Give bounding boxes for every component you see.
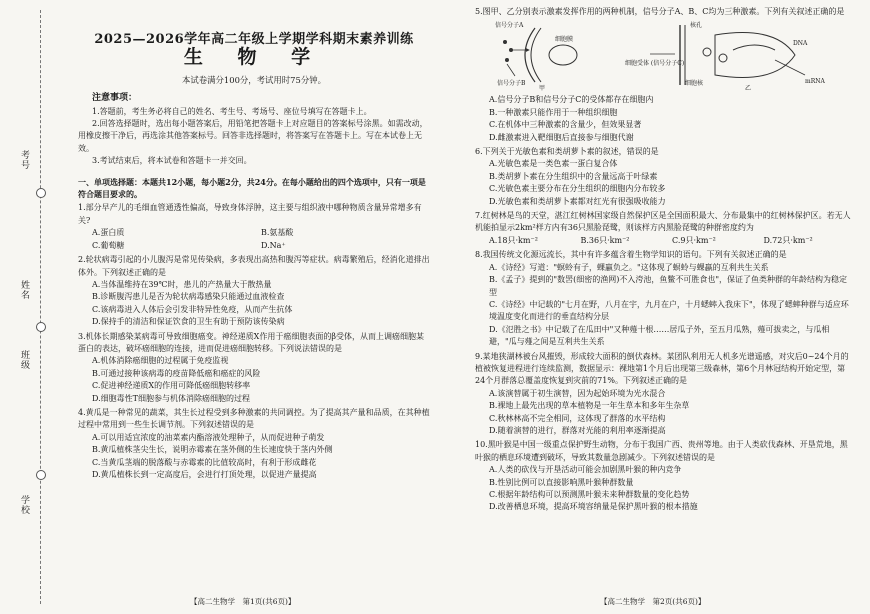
answer-option: A.信号分子B和信号分子C的受体都存在细胞内 [489, 95, 654, 105]
diagram-label: 信号分子B [497, 80, 526, 88]
subject-title: 生 物 学 [183, 46, 325, 69]
diagram-label: 核孔 [690, 22, 703, 30]
diagram-yi [650, 25, 808, 85]
diagram-label: 细胞受体 (信号分子C) [625, 60, 685, 68]
option-row [78, 240, 430, 252]
answer-option: D.细胞毒性T细胞参与机体消除癌细胞的过程 [92, 393, 251, 403]
diagram-graphic [475, 20, 855, 90]
right-question-list [475, 146, 855, 514]
notice-item: 1.答题前，考生务必将自己的姓名、考生号、考场号、座位号填写在答题卡上。 [92, 106, 372, 116]
section-heading: 一、单项选择题：本题共12小题，每小题2分，共24分。在每小题给出的四个选项中，只有一项是符合题目要求的。 [78, 176, 426, 200]
question-stem: 4.黄瓜是一种常见的蔬菜，其生长过程受到多种激素的共同调控。为了提高其产量和品质，在其种植过程中常用到一些生长调节剂。下列叙述错误的是 [78, 407, 430, 430]
answer-option: B.氨基酸 [261, 228, 294, 238]
answer-option: D.光敏色素和类胡萝卜素都对红光有很强吸收能力 [489, 196, 666, 206]
answer-option: B.类胡萝卜素在分生组织中的含量远高于叶绿素 [489, 171, 658, 181]
question-stem: 3.机体长期感染某病毒可导致细胞癌变。神经递质X作用于癌细胞表面的β受体，从而上调癌细胞某蛋白的表达，破坏癌细胞的连接，进而促进癌细胞转移。下列说法错误的是 [78, 331, 424, 353]
notice-item: 3.考试结束后，将本试卷和答题卡一并交回。 [92, 156, 252, 166]
answer-option: C.光敏色素主要分布在分生组织的细胞内分布较多 [489, 184, 666, 194]
diagram-label: 细胞核 [685, 80, 704, 88]
question-stem: 6.下列关于光敏色素和类胡萝卜素的叙述，错误的是 [475, 147, 659, 157]
answer-option: D.黄瓜植株长到一定高度后，会进行打顶处理，以促进产量提高 [92, 470, 317, 479]
answer-option: A.可以用适宜浓度的油菜素内酯溶液处理种子，从而促进种子萌发 [92, 432, 325, 442]
answer-option: A.18只·km⁻² [489, 235, 538, 245]
exam-title: 2025—2026学年高二年级上学期学科期末素养训练 [94, 32, 414, 47]
answer-option: C.根据年龄结构可以预测黑叶猴未来种群数量的变化趋势 [489, 490, 690, 499]
page-footer-left: 【高二生物学 第1页(共6页)】 [190, 597, 296, 606]
answer-option: A.当体温维持在39℃时，患儿的产热量大于散热量 [92, 279, 272, 289]
page-footer-right: 【高二生物学 第2页(共6页)】 [600, 597, 706, 606]
answer-option: D.Na⁺ [261, 240, 286, 250]
exam-info: 本试卷满分100分，考试用时75分钟。 [182, 74, 326, 85]
answer-option: D.《氾胜之书》中记载了在瓜田中"又种薤十根……居瓜子外，至五月瓜熟，薤可拔卖之，与瓜相避，"瓜与薤之间是互利共生关系 [489, 324, 830, 347]
answer-option: D.雌激素进入靶细胞后直接参与细胞代谢 [489, 132, 634, 142]
answer-option: A.该演替属于初生演替，因为起始环境为光水混合 [489, 388, 666, 398]
answer-option: D.改善栖息环境，提高环境容纳量是保护黑叶猴的根本措施 [489, 502, 698, 512]
question-stem: 9.某地狭湖林被台风摧毁，形成较大面积的倒伏森林。某团队利用无人机多光谱遥感，对灾后0~24个月的植被恢复进程进行连续监测，数据显示：裸地第1个月后出现第三级森林，第6个月林冠结构开始定型，第24个月群落总覆盖度恢复到灾前的71%。下列叙述正确的是 [475, 351, 849, 386]
answer-option: C.在机体中三种激素的含量少，但效果显著 [489, 120, 642, 130]
answer-option: B.《孟子》提到的"数罟(细密的渔网)不入洿池，鱼鳖不可胜食也"，保证了鱼类种群的年龄结构为稳定型 [489, 275, 848, 297]
question-stem: 10.黑叶猴是中国一级重点保护野生动物，分布于我国广西、贵州等地。由于人类砍伐森林、开垦荒地，黑叶猴的栖息环境遭到破坏，导致其数量急剧减少。下列叙述错误的是 [475, 440, 848, 462]
option-row [78, 227, 430, 239]
binding-hole-icon [36, 188, 46, 198]
answer-option: B.诊断腹泻患儿是否为轮状病毒感染只能通过血液检查 [92, 292, 285, 302]
option-row [475, 235, 855, 247]
answer-option: A.人类的砍伐与开垦活动可能会加剧黑叶猴的种内竞争 [489, 465, 682, 475]
answer-option: C.葡萄糖 [92, 240, 125, 250]
answer-option: C.该病毒进入人体后会引发非特异性免疫，从而产生抗体 [92, 304, 293, 314]
diagram-label: 信号分子A [495, 22, 524, 30]
diagram-label: 乙 [745, 85, 752, 93]
answer-option: D.72只·km⁻² [763, 235, 813, 245]
diagram-label: 细胞膜 [555, 36, 574, 44]
answer-option: D.随着演替的进行，群落对光能的利用率逐渐提高 [489, 425, 666, 435]
binding-hole-icon [36, 322, 46, 332]
notice-item: 2.回答选择题时，选出每小题答案后，用铅笔把答题卡上对应题目的答案标号涂黑。如需改动，用橡皮擦干净后，再选涂其他答案标号。回答非选择题时，将答案写在答题卡上。写在本试卷上无效。 [78, 119, 428, 153]
left-question-list [78, 202, 430, 481]
question-stem: 2.轮状病毒引起的小儿腹泻是常见传染病，多表现出高热和腹泻等症状。病毒繁殖后，经消化道排出体外。下列叙述正确的是 [78, 255, 430, 277]
question-stem: 5.图甲、乙分别表示激素发挥作用的两种机制，信号分子A、B、C均为三种激素。下列有关叙述正确的是 [475, 7, 845, 16]
answer-option: A.蛋白质 [92, 228, 125, 238]
right-column [475, 6, 855, 514]
answer-option: B.36只·km⁻² [580, 235, 630, 245]
binding-label-class: 班级 [19, 350, 29, 370]
binding-label-school: 学校 [19, 495, 29, 515]
left-column [78, 6, 430, 481]
hormone-mechanism-diagram [475, 20, 855, 93]
answer-option: C.当黄瓜茎端的脱落酸与赤霉素的比值较高时，有利于形成雌花 [92, 457, 317, 467]
answer-option: B.可通过接种该病毒的疫苗降低癌和癌症的风险 [92, 368, 261, 378]
answer-option: A.光敏色素是一类色素一蛋白复合体 [489, 159, 618, 169]
answer-option: C.秋林林高不完全相同，这体现了群落的水平结构 [489, 413, 666, 423]
answer-option: A.机体消除癌细胞的过程属于免疫监视 [92, 356, 229, 366]
answer-option: C.《诗经》中记载的"七月在野，八月在宇，九月在户，十月蟋蟀入我床下"，体现了蟋蟀种群与适应环境温度变化而进行的垂直结构分层 [489, 299, 849, 322]
binding-label-exam-number: 考号 [19, 150, 29, 170]
answer-option: B.性别比例可以直接影响黑叶猴种群数量 [489, 477, 634, 487]
answer-option: C.促进神经递质X的作用可降低癌细胞转移率 [92, 381, 251, 391]
diagram-label: mRNA [805, 78, 825, 86]
notice-title: 注意事项： [92, 93, 138, 104]
answer-option: D.保持手的清洁和保证饮食的卫生有助于预防该传染病 [92, 317, 285, 327]
answer-option: B.裸地上最先出现的草本植物是一年生草本和多年生杂草 [489, 401, 690, 411]
answer-option: B.黄瓜植株茎尖生长，说明赤霉素在茎外侧的生长速度快于茎内外侧 [92, 445, 333, 455]
answer-option: B.一种激素只能作用于一种组织细胞 [489, 107, 618, 117]
answer-option: A.《诗经》写道："螟蛉有子，蜾蠃负之。"这体现了螟蛉与蜾蠃的互利共生关系 [489, 262, 769, 272]
diagram-label: DNA [793, 40, 808, 48]
question-stem: 1.部分早产儿的毛细血管通透性偏高，导致身体浮肿，这主要与组织液中哪种物质含量异常增多有关? [78, 203, 422, 225]
diagram-label: 甲 [539, 85, 546, 93]
binding-dashed-line [40, 10, 41, 604]
binding-label-name: 姓名 [19, 280, 29, 300]
answer-option: C.9只·km⁻² [672, 235, 716, 245]
binding-hole-icon [36, 470, 46, 480]
binding-margin [0, 0, 62, 614]
question-stem: 8.我国传统文化源远流长，其中有许多蕴含着生物学知识的语句。下列有关叙述正确的是 [475, 250, 787, 260]
question-stem: 7.红树林是鸟的天堂，湛江红树林国家级自然保护区是全国面积最大、分布最集中的红树林保护区。若无人机能拍显示2km²样方内有36只黑脸琵鹭，则该样方内黑脸琵鹭的种群密度约为 [475, 211, 851, 233]
